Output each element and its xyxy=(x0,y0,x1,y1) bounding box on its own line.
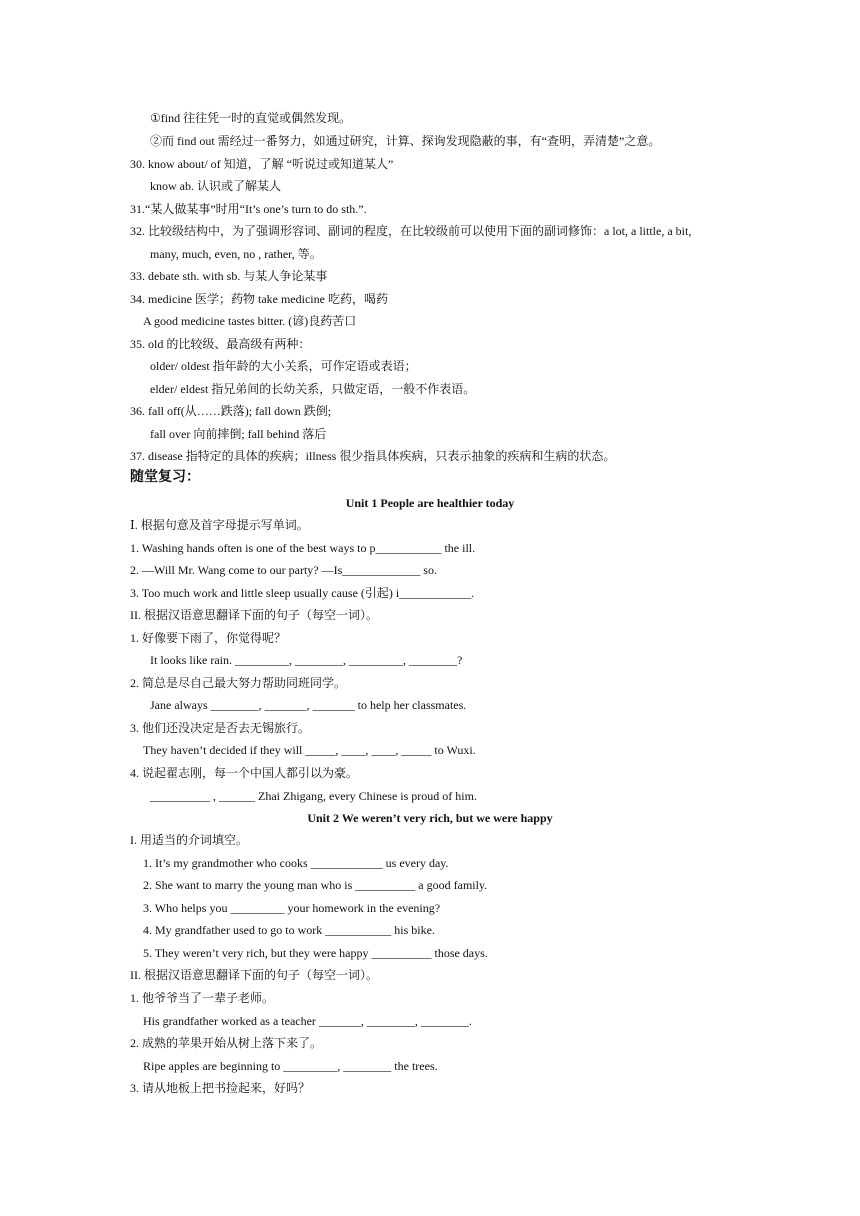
note-line: 31.“某人做某事”时用“It’s one’s turn to do sth.”. xyxy=(130,202,367,216)
note-line: ①find 往往凭一时的直觉或偶然发现。 xyxy=(150,111,352,125)
note-line: fall over 向前摔倒; fall behind 落后 xyxy=(150,427,327,441)
unit1-title: Unit 1 People are healthier today xyxy=(345,496,515,510)
unit1-line: They haven’t decided if they will _____, ____, ____, _____ to Wuxi. xyxy=(143,743,476,757)
unit2-line: 1. It’s my grandmother who cooks ____________ us every day. xyxy=(143,856,449,870)
unit2-line: His grandfather worked as a teacher _______, ________, ________. xyxy=(143,1014,472,1028)
note-line: 30. know about/ of 知道，了解 “听说过或知道某人” xyxy=(130,157,394,171)
note-line: many, much, even, no , rather, 等。 xyxy=(150,247,322,261)
unit1-line: 2. 简总是尽自己最大努力帮助同班同学。 xyxy=(130,676,347,690)
unit1-line: 3. Too much work and little sleep usually cause (引起) i____________. xyxy=(130,586,475,600)
unit2-line: Ripe apples are beginning to _________, ________ the trees. xyxy=(143,1059,438,1073)
unit2-line: 1. 他爷爷当了一辈子老师。 xyxy=(130,991,275,1005)
unit1-line: 2. —Will Mr. Wang come to our party? —Is_____________ so. xyxy=(130,563,437,577)
note-line: A good medicine tastes bitter. (谚)良药苦口 xyxy=(143,314,357,328)
unit2-line: 5. They weren’t very rich, but they were happy __________ those days. xyxy=(143,946,488,960)
unit1-line: 1. 好像要下雨了，你觉得呢？ xyxy=(130,631,287,645)
note-line: 36. fall off(从……跌落); fall down 跌倒; xyxy=(130,404,332,418)
note-line: elder/ eldest 指兄弟间的长幼关系，只做定语，一般不作表语。 xyxy=(150,382,476,396)
unit1-line: __________ , ______ Zhai Zhigang, every Chinese is proud of him. xyxy=(150,789,477,803)
unit1-line: Ⅰ. 根据句意及首字母提示写单词。 xyxy=(130,518,309,532)
note-line: 32. 比较级结构中，为了强调形容词、副词的程度，在比较级前可以使用下面的副词修饰：a lot, a little, a bit, xyxy=(130,224,692,238)
unit2-title: Unit 2 We weren’t very rich, but we were happy xyxy=(307,811,553,825)
review-heading: 随堂复习： xyxy=(130,470,200,485)
unit1-line: 3. 他们还没决定是否去无锡旅行。 xyxy=(130,721,311,735)
note-line: 37. disease 指特定的具体的疾病；illness 很少指具体疾病，只表示抽象的疾病和生病的状态。 xyxy=(130,449,616,463)
unit1-line: Jane always ________, _______, _______ to help her classmates. xyxy=(150,698,467,712)
note-line: 33. debate sth. with sb. 与某人争论某事 xyxy=(130,269,328,283)
note-line: know ab. 认识或了解某人 xyxy=(150,179,281,193)
unit2-line: 2. 成熟的苹果开始从树上落下来了。 xyxy=(130,1036,323,1050)
unit1-line: 4. 说起翟志刚，每一个中国人都引以为豪。 xyxy=(130,766,359,780)
note-line: 35. old 的比较级、最高级有两种： xyxy=(130,337,311,351)
unit2-line: 3. 请从地板上把书捡起来，好吗？ xyxy=(130,1081,311,1095)
note-line: older/ oldest 指年龄的大小关系，可作定语或表语； xyxy=(150,359,417,373)
unit2-line: 3. Who helps you _________ your homework in the evening? xyxy=(143,901,441,915)
unit2-line: I. 用适当的介词填空。 xyxy=(130,833,248,847)
unit2-line: II. 根据汉语意思翻译下面的句子（每空一词）。 xyxy=(130,968,378,982)
unit2-line: 2. She want to marry the young man who is __________ a good family. xyxy=(143,878,488,892)
unit2-line: 4. My grandfather used to go to work ___________ his bike. xyxy=(143,923,435,937)
unit1-line: 1. Washing hands often is one of the best ways to p___________ the ill. xyxy=(130,541,476,555)
note-line: 34. medicine 医学；药物 take medicine 吃药，喝药 xyxy=(130,292,388,306)
unit1-line: II. 根据汉语意思翻译下面的句子（每空一词）。 xyxy=(130,608,378,622)
note-line: ②而 find out 需经过一番努力，如通过研究，计算、探询发现隐蔽的事，有“查明，弄清楚”之意。 xyxy=(150,134,661,148)
unit1-line: It looks like rain. _________, ________, _________, ________? xyxy=(150,653,463,667)
